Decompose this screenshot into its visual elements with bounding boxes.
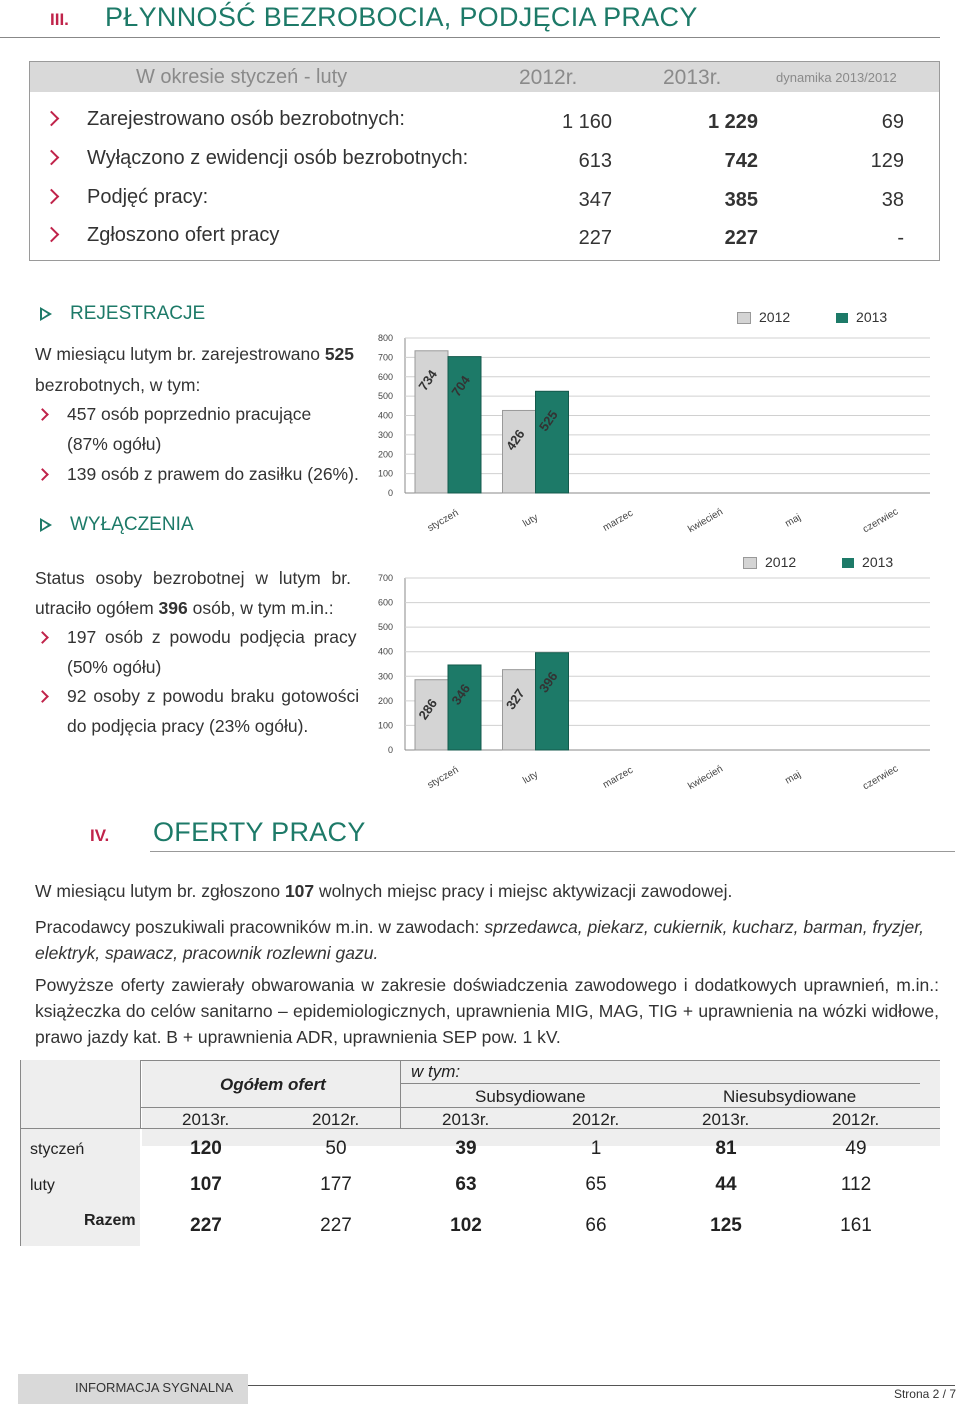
- value-2012: 1 160: [561, 111, 612, 133]
- y-tick-label: 700: [377, 573, 393, 583]
- deregistrations-line1: Status osoby bezrobotnej w lutym br.: [35, 568, 351, 588]
- offers-paragraph-1: [35, 878, 939, 904]
- table-cell: 63: [455, 1174, 477, 1195]
- legend-swatch-2013: [842, 558, 854, 568]
- bar-2013: [536, 653, 569, 750]
- chart1-legend: [737, 309, 887, 325]
- row-label: styczeń: [30, 1141, 85, 1158]
- section-number: III.: [50, 10, 69, 29]
- legend-swatch-2012: [743, 557, 757, 569]
- legend-swatch-2013: [836, 313, 848, 323]
- summary-row: [30, 147, 939, 185]
- offers-paragraph-3: Powyższe oferty zawierały obwarowania w zakresie doświadczenia zawodowego i dodatkowych uprawnień, m.in.: książeczka do celów sanitarno – epidemiologicznych, uprawnienia MIG, MAG, TIG + uprawnienia na wózki widłowe, prawo jazdy kat. B + uprawnienia ADR, uprawnienia SEP pow. 1 kV.: [35, 975, 939, 1047]
- y-tick-label: 400: [377, 410, 393, 421]
- header-2012: 2012r.: [519, 66, 578, 89]
- offers-paragraph-2: [35, 914, 939, 966]
- footer-label: INFORMACJA SYGNALNA: [75, 1380, 234, 1395]
- legend-label-2012: 2012: [759, 309, 791, 325]
- value-2013: 227: [724, 227, 758, 249]
- triangle-bullet-icon: [40, 307, 52, 321]
- x-tick-label: czerwiec: [861, 763, 901, 793]
- summary-row: [30, 224, 939, 262]
- row-label: Zarejestrowano osób bezrobotnych:: [87, 108, 405, 130]
- row-label: Wyłączono z ewidencji osób bezrobotnych:: [87, 147, 469, 169]
- chart-registrations: [360, 326, 940, 548]
- data-label: 426: [502, 426, 528, 454]
- table-cell: 120: [190, 1138, 222, 1159]
- registrations-line1-text: W miesiącu lutym br. zarejestrowano: [35, 344, 325, 364]
- offers-professions: sprzedawca, piekarz, cukiernik, kucharz, barman, fryzjer, elektryk, spawacz, pracownik rozlewni gazu.: [35, 917, 924, 963]
- table-divider: [20, 1060, 21, 1246]
- chevron-right-icon: [44, 189, 60, 205]
- section-title: PŁYNNOŚĆ BEZROBOCIA, PODJĘCIA PRACY: [105, 2, 698, 32]
- legend-label-2013: 2013: [856, 309, 888, 325]
- table-cell: 227: [190, 1215, 222, 1236]
- legend-item-2013: [836, 309, 887, 325]
- x-tick-label: luty: [521, 769, 541, 787]
- page-number: Strona 2 / 7: [893, 1387, 956, 1401]
- table-cell: 39: [455, 1138, 477, 1159]
- section-rule: [0, 37, 940, 38]
- deregistrations-bullet1-pct: (50% ogółu): [67, 657, 162, 677]
- data-label: 734: [415, 367, 441, 394]
- legend-item-2012: [737, 309, 790, 325]
- chevron-right-icon: [36, 468, 49, 481]
- table-cell: 1: [590, 1138, 602, 1159]
- summary-row: [30, 186, 939, 224]
- deregistrations-line2-text: utraciło ogółem: [35, 598, 159, 618]
- legend-label-2012: 2012: [765, 554, 797, 570]
- value-2013: 385: [724, 189, 758, 211]
- table-cell: 44: [715, 1174, 737, 1195]
- chevron-right-icon: [44, 111, 60, 127]
- bar-2012: [503, 410, 536, 493]
- offers-p2-text: Pracodawcy poszukiwali pracowników m.in. w zawodach:: [35, 917, 485, 937]
- chart-deregistrations: [360, 570, 940, 800]
- bar-2013: [448, 665, 481, 750]
- chevron-right-icon: [44, 227, 60, 243]
- table-divider: [140, 1107, 940, 1108]
- header-period: W okresie styczeń - luty: [136, 66, 348, 88]
- deregistrations-bullet1: 197 osób z powodu podjęcia pracy: [67, 627, 357, 647]
- table-cell: 125: [710, 1215, 742, 1236]
- value-dynamics: -: [897, 227, 904, 249]
- triangle-bullet-icon: [40, 518, 52, 532]
- deregistrations-heading: WYŁĄCZENIA: [70, 514, 194, 535]
- y-tick-label: 500: [377, 622, 393, 633]
- x-tick-label: marzec: [601, 507, 636, 534]
- value-2013: 742: [724, 150, 758, 172]
- value-2013: 1 229: [707, 111, 758, 133]
- table-cell: 102: [450, 1215, 482, 1236]
- section-number: IV.: [90, 826, 110, 845]
- registrations-bullet2: 139 osób z prawem do zasiłku (26%).: [67, 464, 359, 484]
- registrations-bullet1: 457 osób poprzednio pracujące: [67, 404, 312, 424]
- deregistrations-line2-tail: osób, w tym m.in.:: [187, 598, 334, 618]
- year-header: 2012r.: [572, 1110, 620, 1129]
- y-tick-label: 100: [377, 720, 393, 731]
- y-tick-label: 400: [377, 646, 393, 657]
- chevron-right-icon: [36, 408, 49, 421]
- table-cell: 66: [585, 1215, 607, 1236]
- y-tick-label: 700: [377, 352, 393, 363]
- year-header: 2013r.: [702, 1110, 750, 1129]
- offers-p1-text: W miesiącu lutym br. zgłoszono: [35, 881, 285, 901]
- value-dynamics: 69: [881, 111, 904, 133]
- y-tick-label: 600: [377, 371, 393, 382]
- year-header: 2013r.: [182, 1110, 230, 1129]
- deregistrations-bullet2: 92 osoby z powodu braku gotowości: [67, 686, 360, 706]
- section-title: OFERTY PRACY: [153, 817, 366, 847]
- data-label: 396: [535, 668, 561, 696]
- table-cell: 177: [320, 1174, 352, 1195]
- value-2012: 613: [578, 150, 612, 172]
- x-tick-label: styczeń: [425, 764, 461, 792]
- value-2012: 347: [578, 189, 612, 211]
- offers-count: 107: [284, 881, 315, 901]
- header-total: Ogółem ofert: [220, 1075, 326, 1094]
- x-tick-label: czerwiec: [861, 506, 901, 536]
- chevron-right-icon: [36, 690, 49, 703]
- header-dynamics: dynamika 2013/2012: [776, 70, 897, 85]
- registrations-bullet1-pct: (87% ogółu): [67, 434, 162, 454]
- deregistrations-bullet2-tail: do podjęcia pracy (23% ogółu).: [67, 716, 309, 736]
- table-cell: 227: [320, 1215, 352, 1236]
- y-tick-label: 0: [387, 488, 393, 498]
- data-label: 704: [448, 372, 474, 400]
- x-tick-label: kwiecień: [686, 506, 725, 536]
- table-cell: 65: [585, 1174, 607, 1195]
- y-tick-label: 600: [377, 597, 393, 608]
- data-label: 525: [535, 407, 561, 434]
- year-header: 2012r.: [312, 1110, 360, 1129]
- registrations-count: 525: [324, 344, 355, 364]
- legend-label-2013: 2013: [862, 554, 894, 570]
- header-of-which: w tym:: [411, 1062, 461, 1081]
- y-tick-label: 300: [377, 429, 393, 440]
- chart2-legend: [743, 554, 893, 570]
- row-label: Podjęć pracy:: [87, 186, 209, 208]
- offers-p1-tail: wolnych miejsc pracy i miejsc aktywizacji zawodowej.: [314, 881, 733, 901]
- header-subsidized: Subsydiowane: [475, 1087, 586, 1106]
- y-tick-label: 200: [377, 695, 393, 706]
- deregistrations-line2: [35, 598, 334, 619]
- y-tick-label: 0: [387, 745, 393, 755]
- y-tick-label: 500: [377, 391, 393, 402]
- value-dynamics: 129: [870, 150, 904, 172]
- table-divider: [140, 1060, 141, 1128]
- y-tick-label: 100: [377, 468, 393, 479]
- deregistrations-count: 396: [158, 598, 188, 618]
- y-tick-label: 200: [377, 449, 393, 460]
- bar-2013: [536, 391, 569, 493]
- registrations-line1: [35, 344, 354, 365]
- x-tick-label: maj: [783, 769, 803, 787]
- table-divider: [400, 1060, 401, 1128]
- table-cell: 81: [715, 1138, 737, 1159]
- year-header: 2012r.: [832, 1110, 880, 1129]
- legend-item-2012: [743, 554, 796, 570]
- x-tick-label: luty: [521, 512, 541, 530]
- chevron-right-icon: [44, 150, 60, 166]
- table-cell: 112: [840, 1174, 872, 1195]
- table-divider: [400, 1083, 920, 1084]
- x-tick-label: marzec: [601, 764, 636, 791]
- header-unsubsidized: Niesubsydiowane: [723, 1087, 857, 1106]
- x-tick-label: maj: [783, 512, 803, 530]
- table-cell: 49: [845, 1138, 867, 1159]
- year-header: 2013r.: [442, 1110, 490, 1129]
- summary-table: [29, 61, 940, 261]
- data-label: 286: [415, 695, 441, 723]
- row-label-total: Razem: [84, 1212, 136, 1229]
- legend-swatch-2012: [737, 312, 751, 324]
- value-dynamics: 38: [881, 189, 904, 211]
- offers-table: [20, 1060, 940, 1246]
- table-cell: 50: [325, 1138, 347, 1159]
- x-tick-label: styczeń: [425, 507, 461, 535]
- table-cell: 161: [840, 1215, 872, 1236]
- table-divider: [140, 1060, 940, 1061]
- data-label: 327: [502, 685, 528, 713]
- chevron-right-icon: [36, 631, 49, 644]
- summary-header: [30, 62, 939, 92]
- y-tick-label: 800: [377, 333, 393, 343]
- x-tick-label: kwiecień: [686, 763, 725, 793]
- bar-2012: [503, 670, 536, 750]
- value-2012: 227: [578, 227, 612, 249]
- legend-item-2013: [842, 554, 893, 570]
- registrations-heading: REJESTRACJE: [70, 303, 206, 324]
- summary-row: [30, 108, 939, 146]
- data-label: 346: [448, 681, 474, 708]
- row-label: Zgłoszono ofert pracy: [87, 224, 280, 246]
- header-2013: 2013r.: [663, 66, 722, 89]
- registrations-line2: bezrobotnych, w tym:: [35, 375, 201, 395]
- footer-rule: [248, 1385, 955, 1386]
- table-cell: 107: [190, 1174, 222, 1195]
- section-rule: [150, 851, 955, 852]
- row-label: luty: [30, 1177, 55, 1194]
- y-tick-label: 300: [377, 671, 393, 682]
